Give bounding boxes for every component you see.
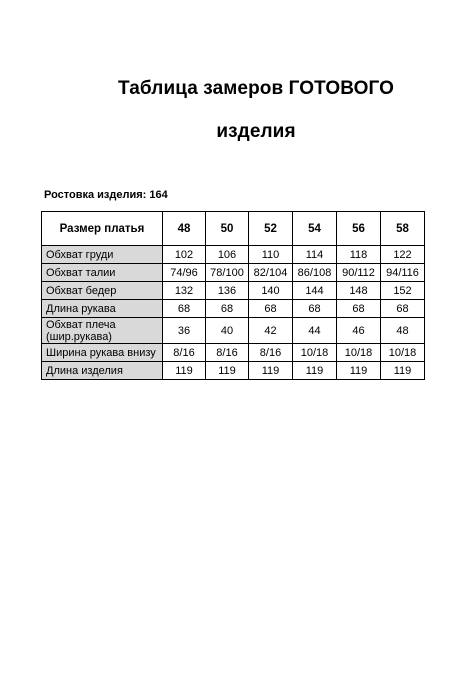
table-cell: 122 — [381, 246, 425, 264]
table-cell: 74/96 — [163, 264, 206, 282]
table-cell: 8/16 — [249, 344, 293, 362]
table-cell: 136 — [206, 282, 249, 300]
row-label: Обхват плеча (шир.рукава) — [42, 318, 163, 344]
height-note: Ростовка изделия: 164 — [44, 189, 168, 201]
table-row — [42, 362, 425, 380]
table-cell: 78/100 — [206, 264, 249, 282]
table-cell: 110 — [249, 246, 293, 264]
table-cell: 119 — [381, 362, 425, 380]
table-cell: 140 — [249, 282, 293, 300]
table-row — [42, 246, 425, 264]
table-cell: 68 — [293, 300, 337, 318]
table-cell: 10/18 — [293, 344, 337, 362]
table-cell: 10/18 — [337, 344, 381, 362]
row-label: Длина рукава — [42, 300, 163, 318]
table-cell: 48 — [381, 318, 425, 344]
table-cell: 114 — [293, 246, 337, 264]
table-row — [42, 300, 425, 318]
table-cell: 90/112 — [337, 264, 381, 282]
table-cell: 36 — [163, 318, 206, 344]
table-cell: 144 — [293, 282, 337, 300]
table-cell: 68 — [337, 300, 381, 318]
header-size: 50 — [206, 212, 249, 246]
row-label: Ширина рукава внизу — [42, 344, 163, 362]
table-row — [42, 264, 425, 282]
table-cell: 119 — [249, 362, 293, 380]
table-cell: 119 — [293, 362, 337, 380]
table-cell: 119 — [206, 362, 249, 380]
table-cell: 132 — [163, 282, 206, 300]
table-cell: 8/16 — [163, 344, 206, 362]
table-cell: 152 — [381, 282, 425, 300]
document-title-line-2: изделия — [216, 121, 296, 142]
table-cell: 40 — [206, 318, 249, 344]
header-size: 48 — [163, 212, 206, 246]
table-cell: 10/18 — [381, 344, 425, 362]
table-cell: 102 — [163, 246, 206, 264]
table-row — [42, 282, 425, 300]
table-cell: 68 — [249, 300, 293, 318]
row-label: Длина изделия — [42, 362, 163, 380]
row-label: Обхват бедер — [42, 282, 163, 300]
table-cell: 119 — [337, 362, 381, 380]
table-cell: 119 — [163, 362, 206, 380]
row-label: Обхват талии — [42, 264, 163, 282]
table-cell: 82/104 — [249, 264, 293, 282]
table-cell: 42 — [249, 318, 293, 344]
header-size: 58 — [381, 212, 425, 246]
header-size: 52 — [249, 212, 293, 246]
header-size: 56 — [337, 212, 381, 246]
table-cell: 68 — [206, 300, 249, 318]
table-cell: 68 — [381, 300, 425, 318]
table-cell: 46 — [337, 318, 381, 344]
table-row — [42, 344, 425, 362]
document-title-line-1: Таблица замеров ГОТОВОГО — [118, 78, 394, 99]
table-cell: 94/116 — [381, 264, 425, 282]
header-size-label: Размер платья — [42, 212, 163, 246]
table-row — [42, 318, 425, 344]
table-cell: 148 — [337, 282, 381, 300]
size-table — [41, 211, 425, 380]
table-cell: 68 — [163, 300, 206, 318]
table-cell: 86/108 — [293, 264, 337, 282]
table-cell: 8/16 — [206, 344, 249, 362]
table-cell: 106 — [206, 246, 249, 264]
table-cell: 118 — [337, 246, 381, 264]
row-label: Обхват груди — [42, 246, 163, 264]
table-cell: 44 — [293, 318, 337, 344]
header-size: 54 — [293, 212, 337, 246]
table-header-row — [42, 212, 425, 246]
